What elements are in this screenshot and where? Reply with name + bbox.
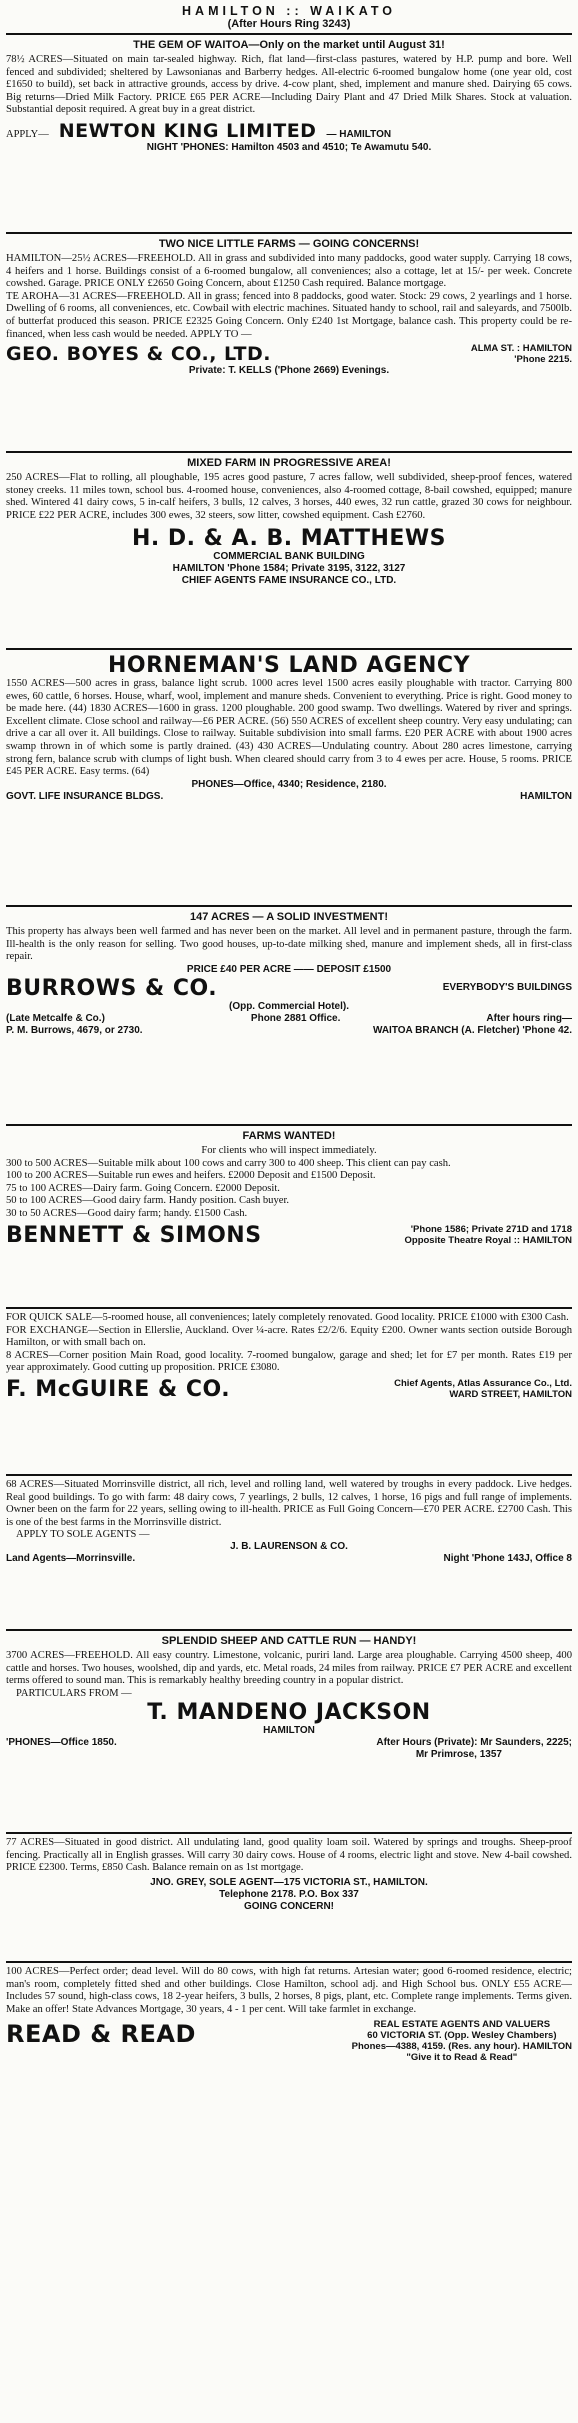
agent-details [394,1378,572,1400]
agent-office-line [6,791,572,803]
agent-chief: CHIEF AGENTS FAME INSURANCE CO., LTD. [181,575,397,587]
ad-headline: SPLENDID SHEEP AND CATTLE RUN — HANDY! [161,1635,417,1647]
agent-phones: HAMILTON 'Phone 1584; Private 3195, 3122, 3127 [172,563,406,575]
branch-phone: WAITOA BRANCH (A. Fletcher) 'Phone 42. [372,1024,572,1036]
agent-phones [405,1224,573,1246]
ad-sheep-cattle-run [6,1631,572,1832]
after-hours-note: (After Hours Ring 3243) [227,18,351,30]
ad-body-hamilton: HAMILTON—25½ ACRES—FREEHOLD. All in grass and subdivided into many paddocks, good water supply. Carrying 18 cows, 4 heifers and 1 horse. Buildings consist of a 6-roomed bungalow, all conveniences; also a cottage, let at 15/- per week. Concrete cowshed. Garage. PRICE ONLY £2650 Going Concern, about £1250 Cash required. Balance mortgage. [6,253,572,290]
ad-body-te-aroha: TE AROHA—31 ACRES—FREEHOLD. All in grass; fenced into 8 paddocks, good water. Stock: 29 cows, 2 yearlings and 1 horse. Dwelling of 6 rooms, all conveniences, etc. Cowbail with electric machines. Situated handy to school, rail and saleyards, and 7500lb. of butterfat produced this season. PRICE £2325 Going Concern. Only £240 1st Mortgage, balance cash. This property could be re-financed, when less cash would be needed. APPLY TO — [6,290,572,340]
ad-farms-wanted [6,1126,572,1307]
phone-text: 'Phone 2215. [514,354,572,366]
agent-office: GOVT. LIFE INSURANCE BLDGS. [6,790,164,802]
night-phone: Night 'Phone 143J, Office 8 [443,1553,572,1565]
address-line: Opposite Theatre Royal :: HAMILTON [404,1235,572,1247]
office-phone: 'PHONES—Office 1850. [6,1736,117,1748]
agent-name: JNO. GREY, SOLE AGENT—175 VICTORIA ST., HAMILTON. [150,1876,428,1888]
ad-gem-of-waitoa [6,35,572,232]
street: WARD STREET, HAMILTON [449,1389,572,1401]
agent-line [6,343,572,365]
address-text: ALMA ST. : HAMILTON [470,343,572,355]
ad-body: This property has always been well farmed and has never been on the market. All level and in permanent pasture, through the farm. Ill-health is the only reason for selling. Two good houses, up-to-date milking shed, manure and implement sheds, all in first-class repair. [6,926,572,963]
agent-buildings: EVERYBODY'S BUILDINGS [442,982,572,994]
phone-line: 'Phone 1586; Private 271D and 1718 [410,1224,572,1236]
agent-line [6,120,572,142]
ad-body: 250 ACRES—Flat to rolling, all ploughable, 195 acres good pasture, 7 acres fallow, well subdivided, sheep-proof fences, watered stoney creeks. 11 miles town, school bus. 4-roomed house, conveniences, also 4-roomed cottage, 8-bail cowshed, equipped; manure shed. Wintered 41 dairy cows, 5 in-calf heifers, 3 bulls, 12 calves, 3 horses, 440 ewes, 32 run cattle, grazed 30 cows for neighbour. PRICE £22 PER ACRE, includes 300 ewes, 32 steers, sow litter, cowshed equipment. Cash £2760. [6,472,572,521]
apply-label: APPLY TO SOLE AGENTS — [16,1529,150,1541]
agent-name: NEWTON KING LIMITED [58,119,317,142]
wanted-line: 100 to 200 ACRES—Suitable run ewes and heifers. £2000 Deposit and £1500 Deposit. [6,1170,376,1182]
ad-read-and-read [6,1963,572,2136]
ad-mixed-farm [6,453,572,648]
going-concern: GOING CONCERN! [244,1900,334,1912]
agent-name: J. B. LAURENSON & CO. [230,1541,348,1553]
agent-name: T. MANDENO JACKSON [147,1699,431,1725]
apply-label: APPLY— [6,128,49,140]
particulars-label: PARTICULARS FROM — [16,1687,132,1699]
agent-building: COMMERCIAL BANK BUILDING [213,551,365,563]
ad-body: 78½ ACRES—Situated on main tar-sealed highway. Rich, flat land—first-class pastures, watered by H.P. pump and bore. Well fenced and subdivided; sheltered by Lawsonianas and Barberry hedges. All-electric 6-roomed bungalow home (one year old, cost £1650 to build), set back in attractive grounds, access by drive. 4-cow plant, shed, implement and manure shed. Dairying 65 cows. Big returns—Dried Milk Factory. PRICE £65 PER ACRE—Including Dairy Plant and 47 Dried Milk Shares. Stock at valuation. Substantial deposit required. A great buy in a great district. [6,54,572,116]
ad-body-exchange: FOR EXCHANGE—Section in Ellerslie, Auckland. Over ¼-acre. Rates £2/2/6. Equity £200. Owner wants section outside Borough Hamilton, or with small bach on. [6,1324,572,1349]
ad-laurenson [6,1476,572,1629]
agent-name: READ & READ [6,2020,196,2049]
agent-line [6,2019,572,2063]
private-phone: P. M. Burrows, 4679, or 2730. [6,1024,143,1036]
agent-phone-line [6,1737,572,1749]
agent-phone: Telephone 2178. P.O. Box 337 [219,1888,359,1900]
agent-address: 60 VICTORIA ST. (Opp. Wesley Chambers) [367,2030,557,2042]
private-phone: Private: T. KELLS ('Phone 2669) Evenings. [188,365,390,377]
newspaper-page [6,0,572,2136]
ad-intro: For clients who will inspect immediately. [201,1145,377,1156]
ad-body: 1550 ACRES—500 acres in grass, balance light scrub. 1000 acres level 1500 acres easily ploughable with tractor. Carrying 800 ewes, 60 cattle, 6 horses. House, wharf, wool, implement and manure sheds. Convenient to everything. Price is right. Good money to be made here. (44) 1830 ACRES—1600 in grass. 1200 ploughable. 200 good swamp. Two dwellings. Watered by river and springs. Excellent climate. Close school and railway—£6 PER ACRE. (56) 550 ACRES of excellent sheep country. Very easy undulating; can drive a car all over it. All buildings. Close to railway. Suitable subdivision into small farms. £20 PER ACRE with about 1900 acres swamp thrown in of which some is partly drained. (43) 430 ACRES—Undulating country. About 280 acres limestone, carrying strong fern, balance scrub with clumps of light bush. When cleared should carry from 3 to 4 ewes per acre. House, 5 rooms. PRICE £45 PER ACRE. Easy terms. (64) [6,678,572,778]
wanted-line: 300 to 500 ACRES—Suitable milk about 100 cows and carry 300 to 400 sheep. This client can pay cash. [6,1157,451,1169]
agent-name: HORNEMAN'S LAND AGENCY [107,653,471,678]
ad-body: 100 ACRES—Perfect order; dead level. Will do 80 cows, with high fat returns. Artesian water; good 6-roomed residence, electric; man's room, completely fitted shed and other buildings. Close Hamilton, school adj. and High School bus. ONLY £55 ACRE—Includes 57 sound, high-class cows, 18 2-year heifers, 3 bulls, 2 horses, 8 pigs, plant, etc. Complete range implements. Terms given. Make an offer! State Advances Mortgage, 30 years, 4 - 1 per cent. Will take farmlet in exchange. [6,1966,572,2015]
agent-tagline: REAL ESTATE AGENTS AND VALUERS [373,2019,551,2031]
agent-town: HAMILTON [263,1724,315,1736]
ad-solid-investment [6,907,572,1124]
ad-body-8-acres: 8 ACRES—Corner position Main Road, good locality. 7-roomed bungalow, garage and shed; let for £7 per month. Rates £19 per year approximately. Good cutting up proposition. PRICE £3080. [6,1349,572,1374]
ad-body-quick-sale: FOR QUICK SALE—5-roomed house, all conveniences; lately completely renovated. Good locality. PRICE £1000 with £300 Cash. [6,1312,569,1323]
agent-address [471,343,572,365]
late-note: (Late Metcalfe & Co.) [6,1012,105,1024]
agent-details [352,2019,572,2063]
wanted-line: 30 to 50 ACRES—Good dairy farm; handy. £1500 Cash. [6,1207,248,1219]
agent-name: BENNETT & SIMONS [6,1222,262,1248]
ad-body: 3700 ACRES—FREEHOLD. All easy country. Limestone, volcanic, puriri land. Large area ploughable. Carrying 4500 sheep, 400 cattle and horses. Two houses, woolshed, dip and yards, etc. Metal roads, 24 miles from railway. PRICE £7 PER ACRE and excellent terms offered to sound man. This is remarkably healthy breeding country in a popular district. [6,1650,572,1687]
ad-headline: TWO NICE LITTLE FARMS — GOING CONCERNS! [158,238,420,250]
section-header [6,4,572,31]
after-hours: After Hours (Private): Mr Saunders, 2225; [376,1736,572,1748]
agent-line [6,1223,572,1248]
ad-hornemans [6,650,572,905]
ad-headline: 147 ACRES — A SOLID INVESTMENT! [189,911,389,923]
ad-mcguire [6,1309,572,1474]
wanted-line: 50 to 100 ACRES—Good dairy farm. Handy position. Cash buyer. [6,1195,290,1207]
agent-town: HAMILTON [520,790,572,802]
ad-body: 77 ACRES—Situated in good district. All undulating land, good quality loam soil. Watered by springs and troughs. Sheep-proof fencing. Practically all in English grasses. Will carry 30 dairy cows. House of 4 rooms, electric light and stove. New 4-bail cowshed. PRICE £2300. Terms, £850 Cash. Balance remain on as 1st mortgage. [6,1837,572,1874]
ad-price: PRICE £40 PER ACRE —— DEPOSIT £1500 [186,963,392,975]
agent-phone-line [6,1013,572,1025]
agent-slogan: "Give it to Read & Read" [406,2052,518,2064]
ad-two-little-farms [6,234,572,451]
ad-jno-grey [6,1834,572,1961]
ad-headline: FARMS WANTED! [242,1130,336,1142]
agent-name: BURROWS & CO. [6,975,218,1001]
agent-name: H. D. & A. B. MATTHEWS [131,526,447,552]
agent-phones: PHONES—Office, 4340; Residence, 2180. [191,778,387,790]
agent-phones: Phones—4388, 4159. (Res. any hour). HAMILTON [351,2041,572,2053]
wanted-line: 75 to 100 ACRES—Dairy farm. Going Concern. £2000 Deposit. [6,1182,280,1194]
office-phone: Phone 2881 Office. [250,1012,341,1024]
night-phones: NIGHT 'PHONES: Hamilton 4503 and 4510; Te Awamutu 540. [146,141,432,153]
agent-phone-line [6,1553,572,1565]
chief-agents: Chief Agents, Atlas Assurance Co., Ltd. [394,1378,572,1390]
agent-town: — HAMILTON [326,128,392,140]
after-hours: After hours ring— [486,1012,572,1024]
agent-name: F. McGUIRE & CO. [6,1376,231,1402]
ad-headline: THE GEM OF WAITOA—Only on the market until August 31! [133,39,445,51]
agent-private-line [6,1025,572,1037]
ad-body: 68 ACRES—Situated Morrinsville district, all rich, level and rolling land, well watered by troughs in every paddock. Live hedges. Real good buildings. To go with farm: 48 dairy cows, 7 yearlings, 2 bulls, 12 calves, 1 horse, 16 pigs and full range of implements. Owner been on the farm for 22 years, selling owing to ill-health. PRICE as Full Going Concern—£70 PER ACRE. £2700 Cash. This is one of the best farms in the Morrinsville district. [6,1479,572,1528]
section-title: HAMILTON :: WAIKATO [182,4,396,18]
land-agents: Land Agents—Morrinsville. [6,1553,136,1565]
agent-name: GEO. BOYES & CO., LTD. [6,343,271,366]
agent-line [6,976,572,1001]
agent-opposite: (Opp. Commercial Hotel). [228,1000,349,1012]
primrose-phone: Mr Primrose, 1357 [415,1748,502,1760]
agent-line [6,1377,572,1402]
ad-headline: MIXED FARM IN PROGRESSIVE AREA! [187,457,391,469]
